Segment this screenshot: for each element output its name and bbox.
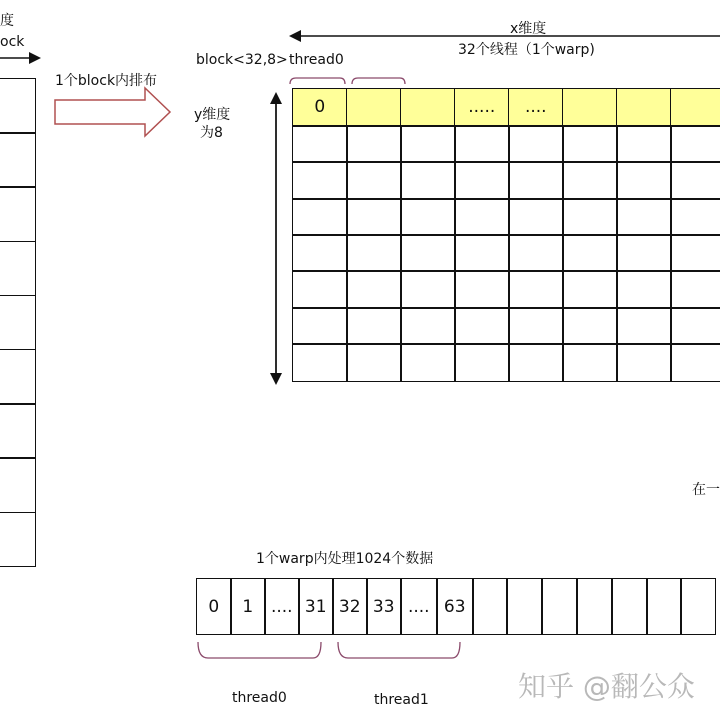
thread-cell xyxy=(616,234,672,272)
thread-cell xyxy=(508,343,564,382)
thread-cell xyxy=(346,198,402,236)
thread-cell xyxy=(400,198,456,236)
thread1-brace-top xyxy=(352,78,405,84)
thread-cell xyxy=(292,234,348,272)
thread1-brace-bottom xyxy=(338,642,460,658)
thread-cell xyxy=(562,125,618,163)
thread-cell xyxy=(508,270,564,309)
thread-cell xyxy=(346,343,402,382)
thread-cell-warp0 xyxy=(346,88,402,127)
warp-title: 1个warp内处理1024个数据 xyxy=(256,551,434,567)
thread-cell xyxy=(562,198,618,236)
thread-cell xyxy=(670,234,720,272)
thread-cell xyxy=(616,198,672,236)
thread0-brace-bottom xyxy=(198,642,321,658)
thread-cell xyxy=(292,307,348,345)
array-cell xyxy=(472,578,508,635)
y-dim-label: y维度 xyxy=(194,107,231,123)
left-block-cell xyxy=(0,512,36,568)
thread-cell xyxy=(400,307,456,345)
thread-cell xyxy=(670,343,720,382)
thread-cell xyxy=(400,125,456,163)
thread-cell-warp0 xyxy=(400,88,456,127)
array-cell: .... xyxy=(264,578,300,635)
array-cell: 63 xyxy=(436,578,474,635)
thread-cell xyxy=(670,161,720,200)
left-block-cell xyxy=(0,457,36,513)
array-cell xyxy=(541,578,578,635)
thread-cell xyxy=(562,234,618,272)
left-block-cell xyxy=(0,186,36,242)
thread-cell xyxy=(508,198,564,236)
thread-cell xyxy=(400,270,456,309)
thread-cell xyxy=(508,234,564,272)
left-block-cell xyxy=(0,403,36,459)
thread-cell xyxy=(670,125,720,163)
array-cell xyxy=(646,578,682,635)
thread0-brace-top xyxy=(290,78,345,84)
thread-cell xyxy=(292,161,348,200)
thread-cell xyxy=(454,198,510,236)
thread-cell xyxy=(616,343,672,382)
thread-cell xyxy=(346,307,402,345)
thread1-bottom-label: thread1 xyxy=(374,692,429,708)
thread-cell xyxy=(616,307,672,345)
array-cell xyxy=(611,578,648,635)
block-label: block<32,8> xyxy=(196,52,288,68)
array-cell: 1 xyxy=(230,578,266,635)
y-dim-desc: 为8 xyxy=(200,125,223,141)
thread-cell xyxy=(400,234,456,272)
thread-cell xyxy=(292,343,348,382)
left-dim-label: 度 xyxy=(0,13,14,29)
thread-cell xyxy=(454,343,510,382)
left-block-cell xyxy=(0,241,36,297)
arrow-label: 1个block内排布 xyxy=(55,73,158,89)
thread-cell-warp0 xyxy=(616,88,672,127)
left-block-cell xyxy=(0,132,36,188)
left-block-cell xyxy=(0,295,36,351)
thread0-top-label: thread0 xyxy=(289,52,344,68)
thread-cell-warp0: 0 xyxy=(292,88,348,127)
thread-cell-warp0 xyxy=(670,88,720,127)
thread-cell xyxy=(454,161,510,200)
thread-cell xyxy=(562,270,618,309)
thread-cell-warp0 xyxy=(562,88,618,127)
thread-cell xyxy=(562,161,618,200)
left-block-label: ock xyxy=(0,34,25,50)
thread-cell-warp0: .... xyxy=(508,88,564,127)
thread-cell xyxy=(508,125,564,163)
thread-cell xyxy=(346,125,402,163)
thread-cell xyxy=(454,270,510,309)
watermark: 知乎 @翻公众 xyxy=(518,670,695,703)
thread-cell-warp0: ..... xyxy=(454,88,510,127)
array-cell: .... xyxy=(400,578,438,635)
array-cell: 0 xyxy=(196,578,232,635)
x-dim-label: x维度 xyxy=(510,21,547,37)
thread-cell xyxy=(616,270,672,309)
thread-cell xyxy=(346,234,402,272)
thread-cell xyxy=(454,307,510,345)
thread-cell xyxy=(454,234,510,272)
x-dim-desc: 32个线程（1个warp) xyxy=(458,42,595,58)
array-cell xyxy=(576,578,613,635)
thread-cell xyxy=(454,125,510,163)
side-note: 在一 xyxy=(692,482,720,498)
thread-cell xyxy=(292,125,348,163)
thread-cell xyxy=(562,343,618,382)
thread-cell xyxy=(670,198,720,236)
thread-cell xyxy=(292,270,348,309)
thread-cell xyxy=(400,343,456,382)
thread-cell xyxy=(346,270,402,309)
array-cell xyxy=(680,578,716,635)
thread-cell xyxy=(670,270,720,309)
left-block-cell xyxy=(0,78,36,134)
thread-cell xyxy=(616,125,672,163)
array-cell: 31 xyxy=(298,578,334,635)
block-arrangement-arrow xyxy=(55,88,170,136)
thread-cell xyxy=(292,198,348,236)
thread-cell xyxy=(400,161,456,200)
thread-cell xyxy=(562,307,618,345)
thread-cell xyxy=(508,161,564,200)
array-cell: 33 xyxy=(366,578,402,635)
thread-cell xyxy=(508,307,564,345)
thread-cell xyxy=(346,161,402,200)
array-cell xyxy=(506,578,543,635)
thread-cell xyxy=(616,161,672,200)
array-cell: 32 xyxy=(332,578,368,635)
thread-cell xyxy=(670,307,720,345)
left-block-cell xyxy=(0,349,36,405)
thread0-bottom-label: thread0 xyxy=(232,690,287,706)
